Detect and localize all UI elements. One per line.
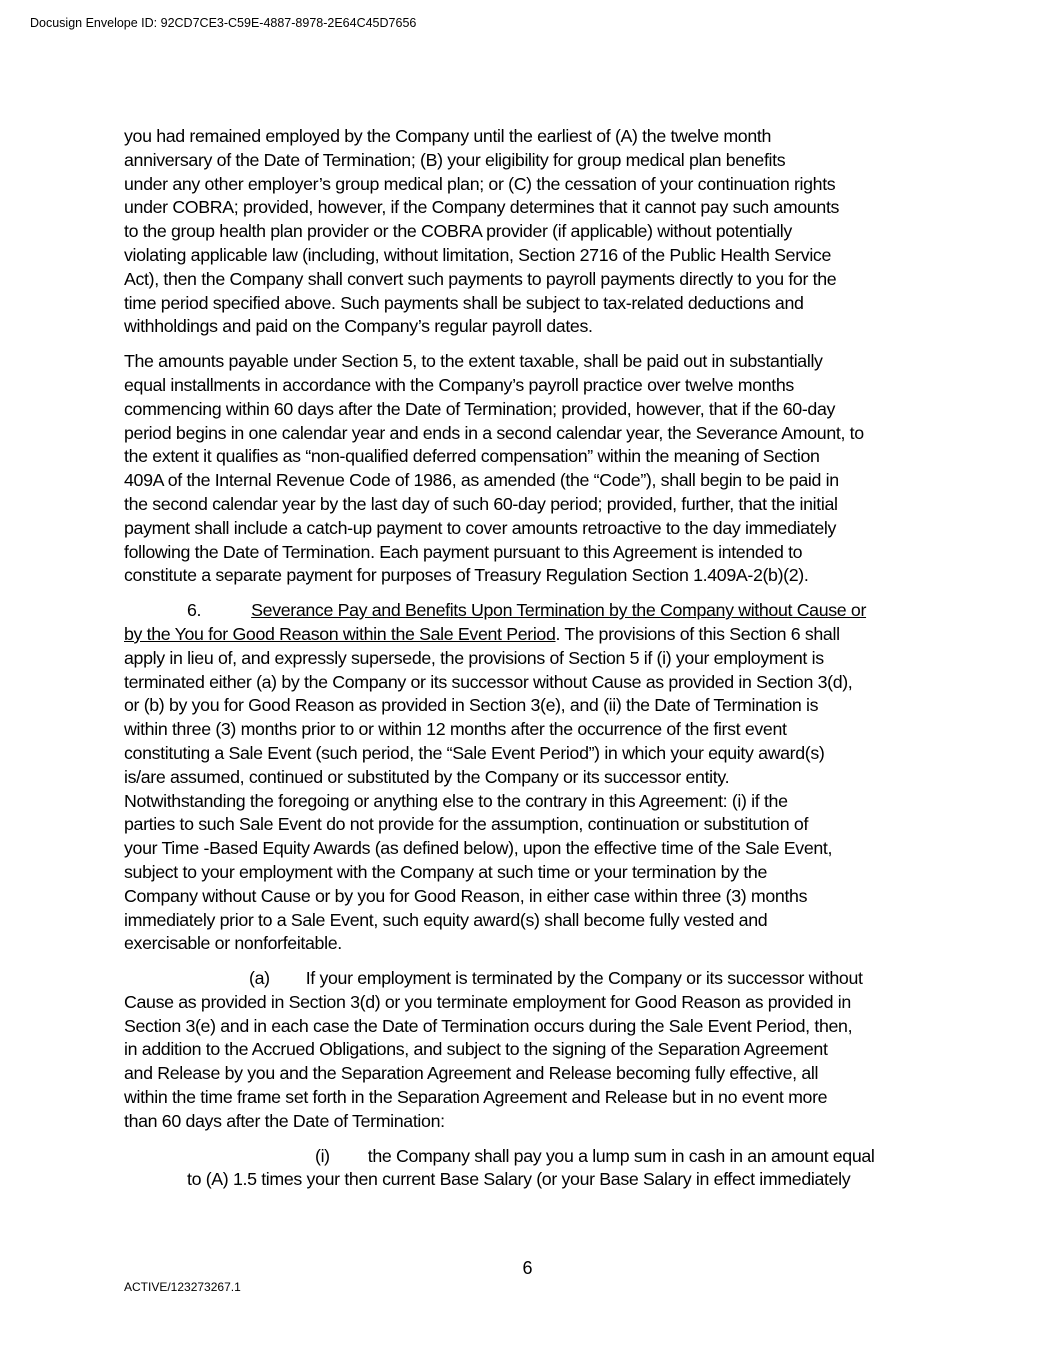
section-heading: Severance Pay and Benefits Upon Termination by the Company without Cause or xyxy=(251,600,867,621)
text-line: your Time -Based Equity Awards (as defined below), upon the effective time of the Sale Event, xyxy=(124,838,833,859)
text-line: time period specified above. Such payments shall be subject to tax-related deductions and xyxy=(124,292,804,313)
text-line: to the group health plan provider or the COBRA provider (if applicable) without potentially xyxy=(124,221,792,242)
text-segment: to (A) 1.5 times your then current Base Salary (or your Base Salary in effect immediately xyxy=(187,1169,851,1190)
text-line: is/are assumed, continued or substituted by the Company or its successor entity. xyxy=(124,766,730,787)
paragraph-payment-schedule xyxy=(124,350,930,588)
section-heading: by the You for Good Reason within the Sale Event Period xyxy=(124,623,556,644)
text-line: following the Date of Termination. Each payment pursuant to this Agreement is intended to xyxy=(124,541,803,562)
text-line: you had remained employed by the Company until the earliest of (A) the twelve month xyxy=(124,126,772,146)
text-line: within the time frame set forth in the Separation Agreement and Release but in no event more xyxy=(124,1087,828,1108)
document-id-footer: ACTIVE/123273267.1 xyxy=(124,1280,241,1294)
text-line: payment shall include a catch-up payment to cover amounts retroactive to the day immediately xyxy=(124,517,837,538)
text-line: the second calendar year by the last day of such 60-day period; provided, further, that the initial xyxy=(124,493,838,514)
text-line: Cause as provided in Section 3(d) or you terminate employment for Good Reason as provided in xyxy=(124,991,851,1012)
envelope-id-header: Docusign Envelope ID: 92CD7CE3-C59E-4887-8978-2E64C45D7656 xyxy=(30,16,417,30)
text-segment: . The provisions of this Section 6 shall xyxy=(555,623,840,644)
text-line: withholdings and paid on the Company’s regular payroll dates. xyxy=(124,316,593,337)
section-6-heading-line xyxy=(124,623,930,647)
text-line: immediately prior to a Sale Event, such equity award(s) shall become fully vested and xyxy=(124,909,768,930)
subsection-i-second-line xyxy=(124,1168,930,1192)
subsection-i-first-line xyxy=(124,1145,930,1169)
text-line: constitute a separate payment for purposes of Treasury Regulation Section 1.409A-2(b)(2). xyxy=(124,565,809,586)
text-line: Company without Cause or by you for Good Reason, in either case within three (3) months xyxy=(124,885,808,906)
text-line: or (b) by you for Good Reason as provided in Section 3(e), and (ii) the Date of Termination is xyxy=(124,695,819,716)
text-line: under any other employer’s group medical plan; or (C) the cessation of your continuation rights xyxy=(124,173,836,194)
text-line: period begins in one calendar year and ends in a second calendar year, the Severance Amount, to xyxy=(124,422,864,443)
text-segment: the Company shall pay you a lump sum in cash in an amount equal xyxy=(367,1145,875,1166)
text-line: equal installments in accordance with the Company’s payroll practice over twelve months xyxy=(124,374,794,395)
section-6-heading-line xyxy=(124,599,930,623)
text-line: Section 3(e) and in each case the Date of Termination occurs during the Sale Event Period, then, xyxy=(124,1015,853,1036)
text-line: Notwithstanding the foregoing or anything else to the contrary in this Agreement: (i) if the xyxy=(124,790,788,811)
section-6 xyxy=(124,599,930,956)
section-number: 6. xyxy=(187,600,202,621)
subsection-i xyxy=(124,1145,930,1193)
text-line: subject to your employment with the Company at such time or your termination by the xyxy=(124,861,768,882)
subsection-label: (i) xyxy=(315,1145,330,1166)
text-line: apply in lieu of, and expressly supersede, the provisions of Section 5 if (i) your employment is xyxy=(124,647,824,668)
text-line: the extent it qualifies as “non-qualified deferred compensation” within the meaning of Section xyxy=(124,446,820,467)
text-line: exercisable or nonforfeitable. xyxy=(124,933,342,954)
text-line: within three (3) months prior to or within 12 months after the occurrence of the first event xyxy=(124,719,787,740)
text-line: terminated either (a) by the Company or its successor without Cause as provided in Section 3(d), xyxy=(124,671,853,692)
text-line: parties to such Sale Event do not provide for the assumption, continuation or substitution of xyxy=(124,814,809,835)
text-line: constituting a Sale Event (such period, the “Sale Event Period”) in which your equity award(s) xyxy=(124,742,825,763)
subsection-a xyxy=(124,967,930,1134)
text-segment: If your employment is terminated by the Company or its successor without xyxy=(305,968,863,989)
text-line: Act), then the Company shall convert such payments to payroll payments directly to you for the xyxy=(124,268,837,289)
page-number: 6 xyxy=(522,1258,533,1278)
text-line: 409A of the Internal Revenue Code of 1986, as amended (the “Code”), shall begin to be paid in xyxy=(124,470,839,491)
text-line: and Release by you and the Separation Agreement and Release becoming fully effective, all xyxy=(124,1063,819,1084)
document-body xyxy=(124,125,930,1192)
paragraph-cobra-continuation xyxy=(124,125,930,339)
text-line: under COBRA; provided, however, if the Company determines that it cannot pay such amounts xyxy=(124,197,840,218)
subsection-a-first-line xyxy=(124,967,930,991)
text-line: anniversary of the Date of Termination; (B) your eligibility for group medical plan benefits xyxy=(124,149,786,170)
subsection-label: (a) xyxy=(249,968,270,989)
text-line: than 60 days after the Date of Termination: xyxy=(124,1110,445,1131)
text-line: commencing within 60 days after the Date of Termination; provided, however, that if the 60-day xyxy=(124,398,836,419)
text-line: The amounts payable under Section 5, to the extent taxable, shall be paid out in substantially xyxy=(124,351,823,372)
text-line: violating applicable law (including, without limitation, Section 2716 of the Public Health Service xyxy=(124,244,832,265)
text-line: in addition to the Accrued Obligations, and subject to the signing of the Separation Agreement xyxy=(124,1039,828,1060)
